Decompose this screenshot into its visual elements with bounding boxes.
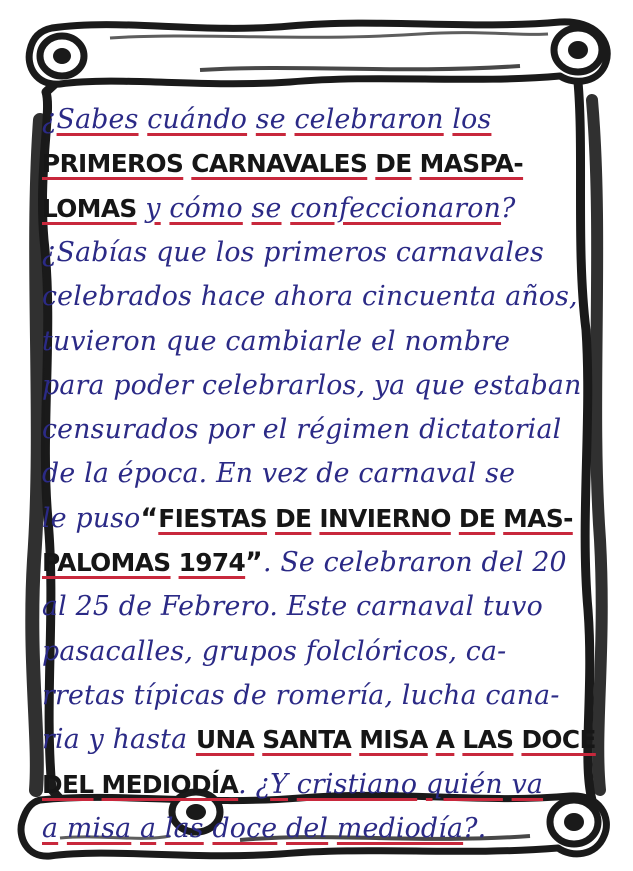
text-line: [42, 187, 602, 231]
highlighted-text: MASPA-: [419, 149, 524, 179]
text-fragment: confeccionaron: [290, 192, 502, 224]
text-line: [42, 718, 602, 762]
highlighted-text: [513, 725, 521, 754]
text-line: [42, 320, 602, 364]
text-fragment: quién: [425, 768, 503, 800]
text-fragment: celebrados hace ahora cincuenta años,: [42, 281, 578, 313]
text-line: [42, 497, 602, 541]
text-fragment: . ¿: [238, 768, 271, 800]
text-fragment: los: [452, 104, 492, 135]
text-line: [42, 674, 602, 718]
scroll-top-roll: [29, 22, 607, 84]
highlighted-text: [171, 548, 179, 577]
highlighted-text: MISA: [359, 725, 428, 755]
text-line: [42, 275, 602, 319]
highlighted-text: [412, 149, 420, 178]
text-fragment: misa: [66, 812, 132, 844]
text-fragment: rretas típicas de romería, lucha cana-: [42, 679, 560, 711]
text-fragment: “: [140, 502, 159, 534]
text-fragment: [58, 813, 67, 844]
highlighted-text: DE: [275, 503, 312, 533]
text-fragment: ?: [501, 192, 516, 224]
text-line: [42, 630, 602, 674]
text-fragment: tuvieron que cambiarle el nombre: [42, 325, 511, 357]
highlighted-text: DE: [375, 149, 412, 179]
text-fragment: [286, 104, 295, 135]
highlighted-text: [94, 770, 102, 799]
text-fragment: Sabes: [56, 104, 139, 135]
scroll-left-shading: [32, 120, 40, 790]
text-fragment: ”: [245, 547, 263, 578]
text-fragment: cristiano: [296, 768, 418, 800]
text-fragment: se: [251, 192, 282, 224]
text-fragment: . Se celebraron del 20: [262, 547, 567, 578]
text-fragment: y: [145, 192, 161, 224]
text-line: [42, 807, 602, 851]
text-fragment: a: [140, 812, 157, 844]
text-line: [42, 231, 602, 275]
text-fragment: va: [511, 768, 544, 800]
text-line: [42, 763, 602, 807]
highlighted-text: PALOMAS: [42, 548, 171, 577]
text-fragment: cómo: [169, 192, 243, 224]
highlighted-text: UNA: [195, 725, 255, 755]
text-fragment: [156, 813, 165, 844]
text-line: [42, 142, 602, 186]
highlighted-text: LOMAS: [42, 193, 137, 223]
text-fragment: [161, 193, 170, 224]
highlighted-text: DE: [458, 503, 496, 533]
text-line: [42, 585, 602, 629]
text-fragment: doce: [212, 812, 278, 844]
text-fragment: celebraron: [294, 104, 444, 135]
text-fragment: [131, 813, 140, 844]
highlighted-text: LAS: [462, 725, 514, 755]
text-fragment: [503, 769, 512, 800]
text-fragment: censurados por el régimen dictatorial: [42, 414, 562, 446]
highlighted-text: [454, 725, 462, 754]
text-fragment: [204, 813, 213, 844]
text-fragment: del: [286, 812, 329, 844]
highlighted-text: MAS-: [503, 503, 573, 533]
text-fragment: le puso: [42, 502, 141, 534]
highlighted-text: FIESTAS: [158, 503, 268, 533]
text-fragment: de la época. En vez de carnaval se: [42, 458, 516, 490]
text-fragment: [328, 813, 337, 844]
text-fragment: para poder celebrarlos, ya que estaban: [42, 369, 582, 401]
highlighted-text: DOCE: [521, 725, 596, 755]
highlighted-text: 1974: [178, 548, 246, 577]
text-line: [42, 452, 602, 496]
text-fragment: cuándo: [147, 104, 248, 135]
highlighted-text: [183, 149, 191, 178]
text-fragment: ?.: [463, 812, 487, 844]
highlighted-text: SANTA: [262, 725, 352, 755]
text-line: [42, 98, 602, 142]
text-fragment: las: [164, 812, 204, 844]
text-fragment: [139, 104, 148, 135]
text-fragment: ria y hasta: [42, 724, 196, 756]
highlighted-text: [267, 504, 275, 533]
text-fragment: se: [255, 104, 286, 135]
highlighted-text: DEL: [42, 769, 94, 799]
text-fragment: ¿Sabías que los primeros carnavales: [42, 236, 544, 268]
highlighted-text: [351, 725, 359, 754]
highlighted-text: MEDIODÍA: [101, 769, 239, 799]
text-fragment: al 25 de Febrero. Este carnaval tuvo: [42, 591, 543, 623]
text-fragment: pasacalles, grupos folclóricos, ca-: [42, 635, 507, 667]
highlighted-text: CARNAVALES: [191, 149, 368, 179]
highlighted-text: PRIMEROS: [42, 149, 184, 179]
highlighted-text: [451, 504, 459, 533]
text-line: [42, 541, 602, 585]
text-fragment: ¿: [42, 104, 57, 135]
text-line: [42, 408, 602, 452]
text-fragment: [444, 104, 453, 135]
highlighted-text: INVIERNO: [319, 503, 451, 533]
text-fragment: a: [42, 812, 59, 844]
text-fragment: [247, 104, 256, 135]
highlighted-text: [311, 504, 319, 533]
text-line: [42, 364, 602, 408]
text-fragment: Y: [270, 768, 289, 800]
text-fragment: [277, 813, 286, 844]
text-fragment: mediodía: [336, 812, 464, 844]
highlighted-text: A: [435, 725, 455, 755]
text-fragment: [288, 769, 297, 800]
